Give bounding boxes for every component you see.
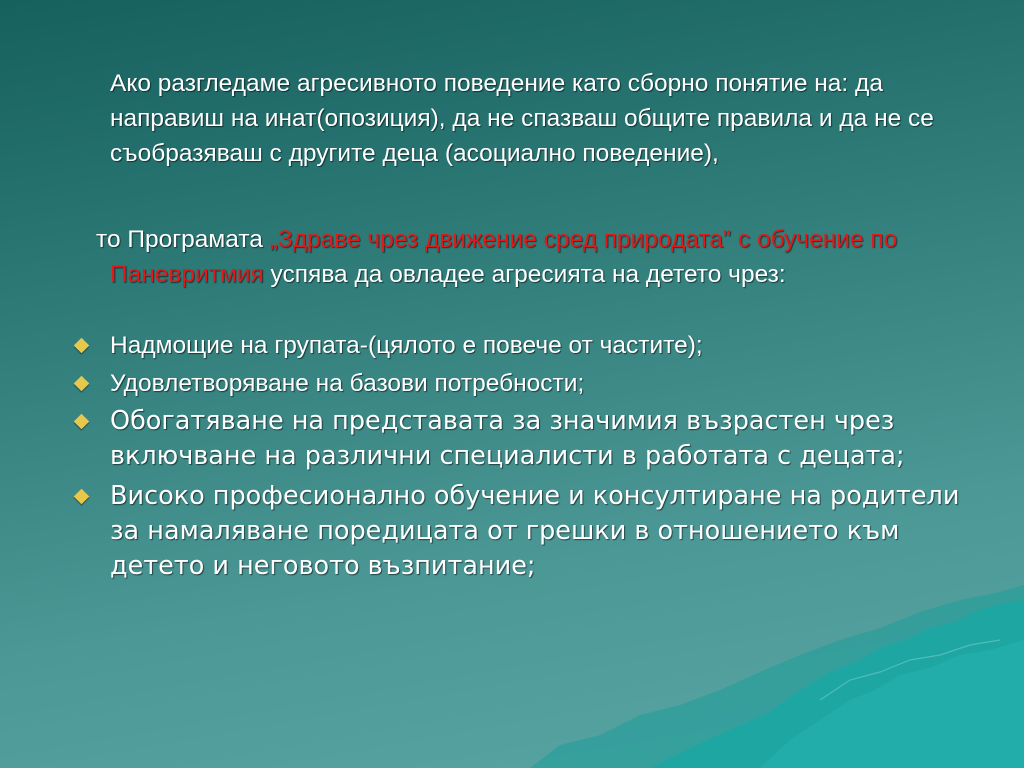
program-lead-text: то Програмата [96,226,270,253]
bullet-item [72,328,992,363]
bullet-text: Удовлетворяване на базови потребности; [110,370,585,397]
bullet-item [72,366,992,401]
program-highlight-text: „Здраве чрез движение сред природата” с обучение по Паневритмия [110,226,898,288]
program-paragraph [96,222,990,292]
program-rest-text: успява да овладее агресията на детето чрез: [263,261,786,288]
diamond-bullet-icon [74,376,90,392]
bullet-item [72,479,992,584]
bullet-list [72,328,992,589]
diamond-bullet-icon [74,414,90,430]
diamond-bullet-icon [74,338,90,354]
bullet-text: Надмощие на групата-(цялото е повече от частите); [110,332,703,359]
diamond-bullet-icon [74,489,90,505]
bullet-item [72,404,992,474]
bullet-text: Високо професионално обучение и консултиране на родители за намаляване поредицата от грешки в отношението към детето и неговото възпитание; [110,481,960,581]
bullet-text: Обогатяване на представата за значимия възрастен чрез включване на различни специалисти в работата с децата; [110,406,905,471]
intro-paragraph: Ако разгледаме агресивното поведение като сборно понятие на: да направиш на инат(опозиция), да не спазваш общите правила и да не се съобразяваш с другите деца (асоциално поведение), [110,70,934,167]
